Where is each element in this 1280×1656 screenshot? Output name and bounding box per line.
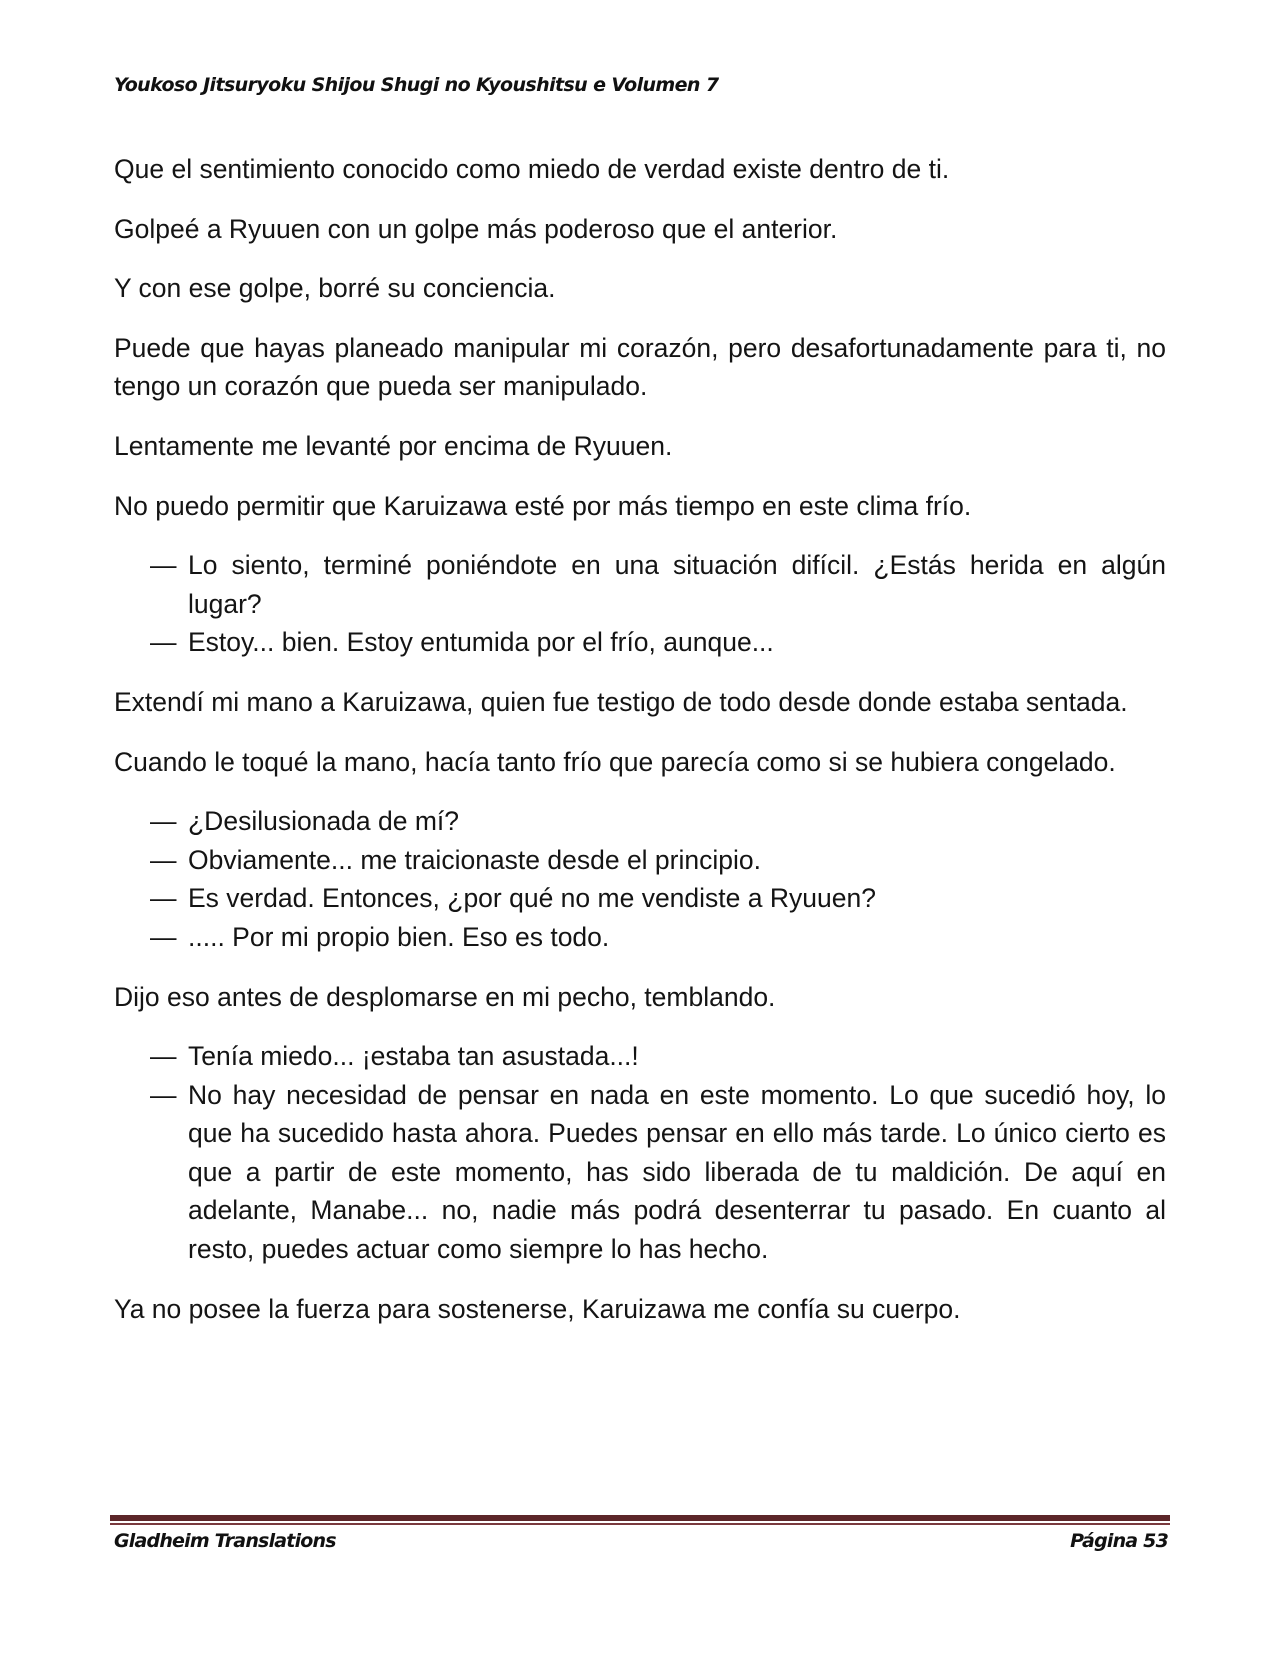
em-dash: — [150, 550, 177, 581]
footer-rule [110, 1515, 1170, 1521]
em-dash: — [150, 844, 177, 875]
footer-credit: Gladheim Translations [114, 1530, 336, 1552]
dialogue-block [114, 802, 1166, 956]
em-dash: — [150, 883, 177, 914]
paragraph: Dijo eso antes de desplomarse en mi pecho, temblando. [114, 981, 776, 1012]
paragraph: Lentamente me levanté por encima de Ryuuen. [114, 430, 673, 461]
paragraph: Cuando le toqué la mano, hacía tanto frío que parecía como si se hubiera congelado. [114, 746, 1116, 777]
em-dash: — [150, 627, 177, 658]
dialogue-line: — Estoy... bien. Estoy entumida por el frío, aunque... [114, 623, 1166, 662]
footer-rule-thin [110, 1523, 1170, 1525]
em-dash: — [150, 1079, 177, 1110]
em-dash: — [150, 1041, 177, 1072]
dialogue-line: — Lo siento, terminé poniéndote en una situación difícil. ¿Estás herida en algún lugar? [114, 546, 1166, 623]
em-dash: — [150, 806, 177, 837]
dialogue-block [114, 546, 1166, 662]
page-body [114, 150, 1166, 1349]
paragraph: Extendí mi mano a Karuizawa, quien fue testigo de todo desde donde estaba sentada. [114, 686, 1128, 717]
page-number: Página 53 [1070, 1530, 1168, 1552]
paragraph: Que el sentimiento conocido como miedo de verdad existe dentro de ti. [114, 154, 950, 184]
paragraph: Y con ese golpe, borré su conciencia. [114, 273, 556, 304]
dialogue-line: — Obviamente... me traicionaste desde el principio. [114, 841, 1166, 880]
running-header: Youkoso Jitsuryoku Shijou Shugi no Kyoushitsu e Volumen 7 [114, 74, 719, 96]
paragraph: No puedo permitir que Karuizawa esté por más tiempo en este clima frío. [114, 490, 972, 521]
paragraph: Puede que hayas planeado manipular mi corazón, pero desafortunadamente para ti, no tengo un corazón que pueda ser manipulado. [114, 332, 1166, 402]
paragraph: Ya no posee la fuerza para sostenerse, Karuizawa me confía su cuerpo. [114, 1293, 961, 1324]
em-dash: — [150, 921, 177, 952]
dialogue-line: — ¿Desilusionada de mí? [114, 802, 1166, 841]
paragraph: Golpeé a Ryuuen con un golpe más poderoso que el anterior. [114, 213, 838, 244]
dialogue-line: — ..... Por mi propio bien. Eso es todo. [114, 918, 1166, 957]
dialogue-line: — No hay necesidad de pensar en nada en este momento. Lo que sucedió hoy, lo que ha sucedido hasta ahora. Puedes pensar en ello más tarde. Lo único cierto es que a partir de este momento, has sido liberada de tu maldición. De aquí en adelante, Manabe... no, nadie más podrá desenterrar tu pasado. En cuanto al resto, puedes actuar como siempre lo has hecho. [114, 1076, 1166, 1269]
dialogue-line: — Tenía miedo... ¡estaba tan asustada...! [114, 1037, 1166, 1076]
dialogue-line: — Es verdad. Entonces, ¿por qué no me vendiste a Ryuuen? [114, 879, 1166, 918]
dialogue-block [114, 1037, 1166, 1269]
